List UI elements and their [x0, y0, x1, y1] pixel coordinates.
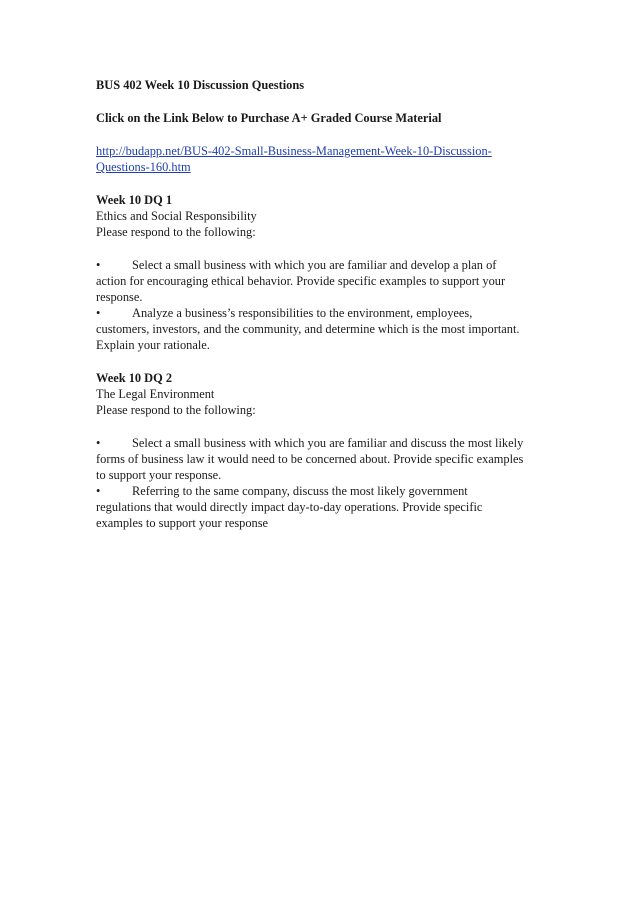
bullet-icon: •: [96, 258, 101, 272]
document-title: BUS 402 Week 10 Discussion Questions: [96, 78, 305, 92]
dq2-section: [96, 370, 556, 531]
purchase-link-line-1: http://budapp.net/BUS-402-Small-Business-Management-Week-10-Discussion-: [96, 144, 492, 158]
dq2-item-2-line-2: regulations that would directly impact day-to-day operations. Provide specific: [96, 500, 483, 514]
dq2-prompt: Please respond to the following:: [96, 403, 256, 417]
bullet-icon: •: [96, 484, 101, 498]
dq1-item-1-line-2: action for encouraging ethical behavior. Provide specific examples to support your: [96, 274, 506, 288]
document-page: [96, 77, 556, 531]
bullet-icon: •: [96, 436, 101, 450]
purchase-cta: Click on the Link Below to Purchase A+ Graded Course Material: [96, 111, 442, 125]
dq1-prompt: Please respond to the following:: [96, 225, 256, 239]
dq1-item-1-line-3: response.: [96, 290, 143, 304]
dq1-item-2-line-2: customers, investors, and the community, and determine which is the most important.: [96, 322, 520, 336]
purchase-link[interactable]: [96, 143, 556, 175]
dq2-item-1-line-2: forms of business law it would need to be concerned about. Provide specific examples: [96, 452, 524, 466]
dq2-item-1-line-1: Select a small business with which you are familiar and discuss the most likely: [132, 436, 524, 450]
dq2-heading: Week 10 DQ 2: [96, 371, 173, 385]
dq1-item-2-line-1: Analyze a business’s responsibilities to the environment, employees,: [132, 306, 473, 320]
dq2-item-2: [96, 483, 556, 531]
bullet-icon: •: [96, 306, 101, 320]
dq2-item-1-line-3: to support your response.: [96, 468, 222, 482]
dq1-item-1-line-1: Select a small business with which you are familiar and develop a plan of: [132, 258, 497, 272]
dq1-item-2-line-3: Explain your rationale.: [96, 338, 210, 352]
dq1-heading: Week 10 DQ 1: [96, 193, 173, 207]
dq2-item-2-line-3: examples to support your response: [96, 516, 269, 530]
dq1-topic: Ethics and Social Responsibility: [96, 209, 257, 223]
dq2-item-1: [96, 435, 556, 483]
dq1-item-1: [96, 257, 556, 305]
purchase-link-line-2: Questions-160.htm: [96, 160, 191, 174]
dq1-item-2: [96, 305, 556, 353]
dq1-section: [96, 192, 556, 353]
dq2-topic: The Legal Environment: [96, 387, 215, 401]
dq2-item-2-line-1: Referring to the same company, discuss the most likely government: [132, 484, 468, 498]
